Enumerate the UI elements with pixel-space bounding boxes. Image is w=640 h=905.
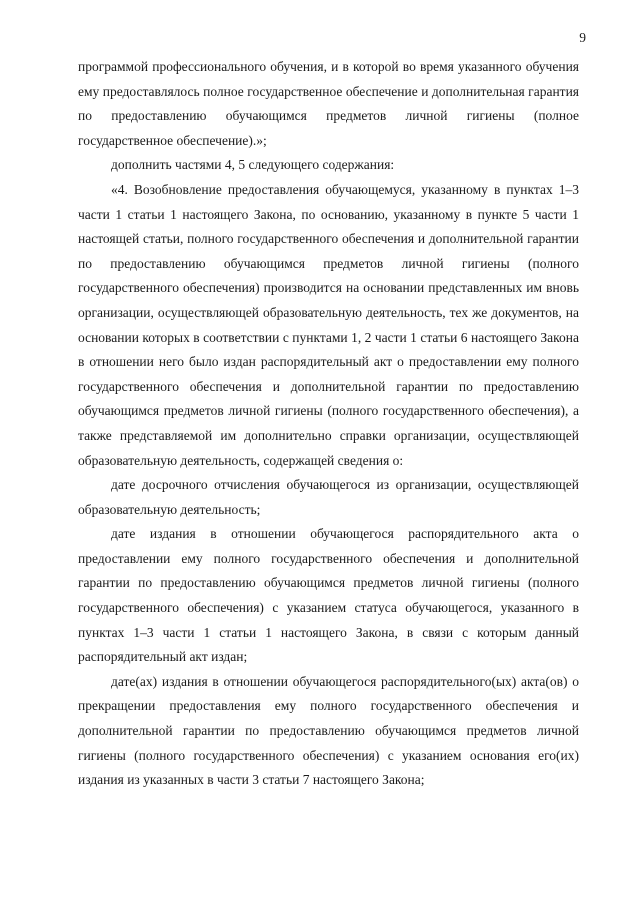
page-number: 9 <box>579 30 586 45</box>
paragraph-item-expulsion-date: дате досрочного отчисления обучающегося из организации, осуществляющей образовательную деятельность; <box>78 477 579 517</box>
paragraph-amendment-intro: дополнить частями 4, 5 следующего содержания: <box>111 157 395 173</box>
paragraph-continuation: программой профессионального обучения, и в которой во время указанного обучения ему предоставлялось полное государственное обеспечение и дополнительная гарантия по предоставлению обучающимся предметов личной гигиены (полное государственное обеспечение).»; <box>78 59 579 148</box>
document-body <box>78 55 579 793</box>
paragraph-part-4: «4. Возобновление предоставления обучающемуся, указанному в пунктах 1–3 части 1 статьи 1 настоящего Закона, по основанию, указанному в пункте 5 части 1 настоящей статьи, полного государственного обеспечения и дополнительной гарантии по предоставлению обучающимся предметов личной гигиены (полного государственного обеспечения) производится на основании представленных им вновь организации, осуществляющей образовательную деятельность, тех же документов, на основании которых в соответствии с пунктами 1, 2 части 1 статьи 6 настоящего Закона в отношении него было издан распорядительный акт о предоставлении ему полного государственного обеспечения и дополнительной гарантии по предоставлению обучающимся предметов личной гигиены (полного государственного обеспечения), а также представляемой им дополнительно справки организации, осуществляющей образовательную деятельность, содержащей сведения о: <box>78 181 579 468</box>
paragraph-item-termination-dates: дате(ах) издания в отношении обучающегося распорядительного(ых) акта(ов) о прекращении предоставления ему полного государственного обеспечения и дополнительной гарантии по предоставлению обучающимся предметов личной гигиены (полного государственного обеспечения) с указанием основания его(их) издания из указанных в части 3 статьи 7 настоящего Закона; <box>78 673 579 788</box>
paragraph-item-issuance-date: дате издания в отношении обучающегося распорядительного акта о предоставлении ему полного государственного обеспечения и дополнительной гарантии по предоставлению обучающимся предметов личной гигиены (полного государственного обеспечения) с указанием статуса обучающегося, указанного в пунктах 1–3 части 1 статьи 1 настоящего Закона, в связи с которым данный распорядительный акт издан; <box>78 526 579 665</box>
